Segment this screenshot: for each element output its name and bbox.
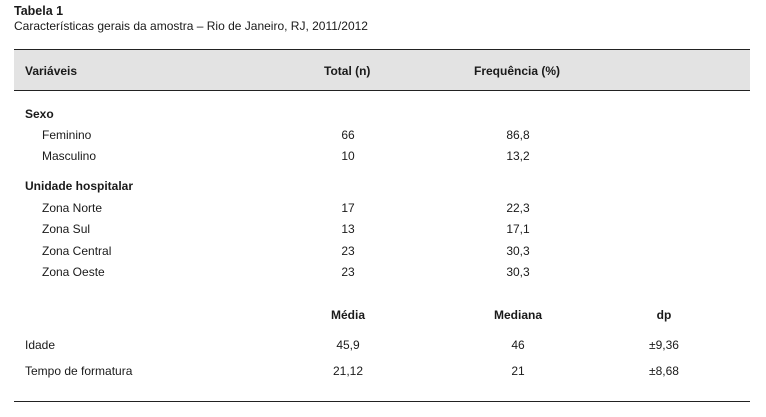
table-bottom-rule	[14, 401, 750, 402]
row-frequency: 30,3	[506, 244, 530, 258]
stats-header-median: Mediana	[493, 308, 543, 322]
table-header	[14, 49, 750, 91]
table-caption: Características gerais da amostra – Rio de Janeiro, RJ, 2011/2012	[14, 19, 368, 33]
row-frequency: 17,1	[506, 222, 530, 236]
row-total: 23	[341, 265, 355, 279]
table-label: Tabela 1	[14, 4, 64, 18]
row-label: Zona Norte	[42, 201, 103, 215]
stats-row-mean: 21,12	[332, 364, 364, 378]
stats-row-label: Tempo de formatura	[25, 364, 133, 378]
row-label: Feminino	[42, 128, 92, 142]
row-total: 66	[341, 128, 355, 142]
stats-row-mean: 45,9	[336, 338, 360, 352]
stats-row-median: 21	[511, 364, 525, 378]
stats-row-sd: ±8,68	[649, 364, 679, 378]
stats-row-label: Idade	[25, 338, 56, 352]
stats-header-mean: Média	[330, 308, 366, 322]
row-label: Zona Central	[42, 244, 112, 258]
row-total: 10	[341, 149, 355, 163]
row-frequency: 22,3	[506, 201, 530, 215]
row-label: Masculino	[42, 149, 97, 163]
group-label-unidade: Unidade hospitalar	[25, 179, 134, 193]
row-total: 23	[341, 244, 355, 258]
group-label-sexo: Sexo	[25, 107, 54, 121]
row-label: Zona Oeste	[42, 265, 105, 279]
stats-header-sd: dp	[656, 308, 672, 322]
header-total: Total (n)	[324, 64, 371, 78]
stats-row-sd: ±9,36	[649, 338, 679, 352]
row-frequency: 86,8	[506, 128, 530, 142]
row-total: 13	[341, 222, 355, 236]
row-total: 17	[341, 201, 355, 215]
header-variables: Variáveis	[25, 64, 78, 78]
header-frequency: Frequência (%)	[474, 64, 561, 78]
row-frequency: 13,2	[506, 149, 530, 163]
row-label: Zona Sul	[42, 222, 91, 236]
stats-row-median: 46	[511, 338, 525, 352]
row-frequency: 30,3	[506, 265, 530, 279]
